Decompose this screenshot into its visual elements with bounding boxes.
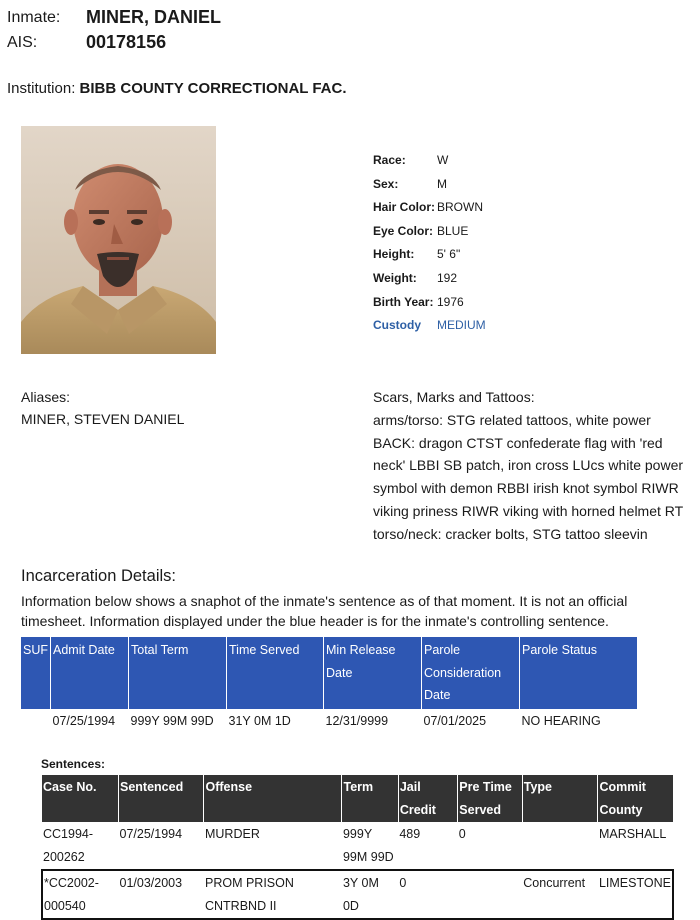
attr-key: Hair Color: xyxy=(373,200,436,215)
cell-term: 3Y 0M 0D xyxy=(342,870,398,919)
institution-name: BIBB COUNTY CORRECTIONAL FAC. xyxy=(79,80,347,97)
inmate-photo xyxy=(21,126,216,354)
incarceration-title: Incarceration Details: xyxy=(21,567,176,585)
col-jail-credit: Jail Credit xyxy=(398,775,457,822)
col-parole-consideration-date: Parole Consideration Date xyxy=(422,637,520,709)
attr-value: MEDIUM xyxy=(437,318,486,333)
attr-value: W xyxy=(437,153,449,167)
col-parole-status: Parole Status xyxy=(520,637,637,709)
table-row xyxy=(42,822,673,870)
sentences-title: Sentences: xyxy=(41,757,106,771)
inmate-photo-icon xyxy=(21,126,216,354)
col-sentenced: Sentenced xyxy=(119,775,204,822)
col-time-served: Time Served xyxy=(227,637,324,709)
scars-line: neck' LBBI SB patch, iron cross LUcs white power xyxy=(373,457,684,474)
table-row-highlighted xyxy=(42,870,673,919)
col-commit-county: Commit County xyxy=(598,775,673,822)
cell-pre-time-served xyxy=(458,870,522,919)
attr-key: Birth Year: xyxy=(373,294,434,309)
cell-sentenced: 01/03/2003 xyxy=(119,870,204,919)
attr-value: 1976 xyxy=(437,294,464,309)
col-min-release-date: Min Release Date xyxy=(324,637,422,709)
attr-value: M xyxy=(437,176,447,191)
cell-type: Concurrent xyxy=(522,870,598,919)
ais-label: AIS: xyxy=(7,34,38,51)
attr-value: 5' 6" xyxy=(437,247,461,262)
col-offense: Offense xyxy=(204,775,342,822)
cell-total-term: 999Y 99M 99D xyxy=(130,713,214,728)
attr-key: Custody xyxy=(373,318,421,333)
col-term: Term xyxy=(342,775,398,822)
cell-term: 999Y 99M 99D xyxy=(342,827,394,864)
aliases-label: Aliases: xyxy=(21,389,71,405)
cell-offense: MURDER xyxy=(204,827,260,841)
attr-key: Height: xyxy=(373,247,415,262)
cell-case-no: *CC2002-000540 xyxy=(42,870,119,919)
col-type: Type xyxy=(522,775,598,822)
cell-min-release-date: 12/31/9999 xyxy=(325,713,389,728)
col-admit-date: Admit Date xyxy=(51,637,129,709)
col-case-no: Case No. xyxy=(42,775,119,822)
cell-jail-credit: 489 xyxy=(399,827,421,841)
cell-type xyxy=(522,822,598,870)
cell-offense: PROM PRISON CNTRBND II xyxy=(204,870,342,919)
scars-line: torso/neck: cracker bolts, STG tattoo sleevin xyxy=(373,525,648,542)
col-pre-time-served: Pre Time Served xyxy=(458,775,522,822)
sentences-table xyxy=(41,775,674,920)
institution xyxy=(7,80,347,97)
cell-sentenced: 07/25/1994 xyxy=(119,827,183,841)
cell-time-served: 31Y 0M 1D xyxy=(228,713,291,728)
cell-commit-county: MARSHALL xyxy=(598,827,667,841)
cell-parole-status: NO HEARING xyxy=(521,713,601,728)
attr-key: Weight: xyxy=(373,270,417,285)
cell-suf xyxy=(21,709,51,733)
scars-label: Scars, Marks and Tattoos: xyxy=(373,389,535,405)
col-suf: SUF xyxy=(21,637,51,709)
cell-commit-county: LIMESTONE xyxy=(598,870,673,919)
attr-value: 192 xyxy=(437,270,458,285)
incarceration-table xyxy=(21,637,637,733)
inmate-label: Inmate: xyxy=(7,9,61,26)
incarceration-header-row xyxy=(21,637,637,709)
cell-case-no: CC1994-200262 xyxy=(43,827,94,864)
cell-pre-time-served: 0 xyxy=(458,827,466,841)
attr-key: Sex: xyxy=(373,176,399,191)
sentences-header-row xyxy=(42,775,673,822)
cell-jail-credit: 0 xyxy=(398,870,457,919)
alias-item: MINER, STEVEN DANIEL xyxy=(21,411,185,427)
attr-key: Eye Color: xyxy=(373,223,434,238)
scars-line: arms/torso: STG related tattoos, white power xyxy=(373,411,651,428)
inmate-name: MINER, DANIEL xyxy=(86,7,221,27)
cell-admit-date: 07/25/1994 xyxy=(52,713,116,728)
scars-line: viking priness RIWR viking with horned helmet RT xyxy=(373,502,684,519)
attr-key: Race: xyxy=(373,153,406,167)
cell-parole-consideration-date: 07/01/2025 xyxy=(423,713,487,728)
aliases xyxy=(21,386,184,430)
scars-line: BACK: dragon CTST confederate flag with 'red xyxy=(373,434,663,451)
attr-value: BROWN xyxy=(437,200,483,215)
col-total-term: Total Term xyxy=(129,637,227,709)
scars-marks-tattoos xyxy=(373,386,693,546)
ais-number: 00178156 xyxy=(86,32,167,52)
incarceration-description: Information below shows a snaphot of the inmate's sentence as of that moment. It is not an official timesheet. Information displayed under the blue header is for the inmate's controlling sentence. xyxy=(21,593,628,629)
table-row xyxy=(21,709,637,733)
attr-value: BLUE xyxy=(437,223,469,238)
scars-line: symbol with demon RBBI irish knot symbol RIWR xyxy=(373,480,679,497)
institution-label: Institution: xyxy=(7,80,76,97)
